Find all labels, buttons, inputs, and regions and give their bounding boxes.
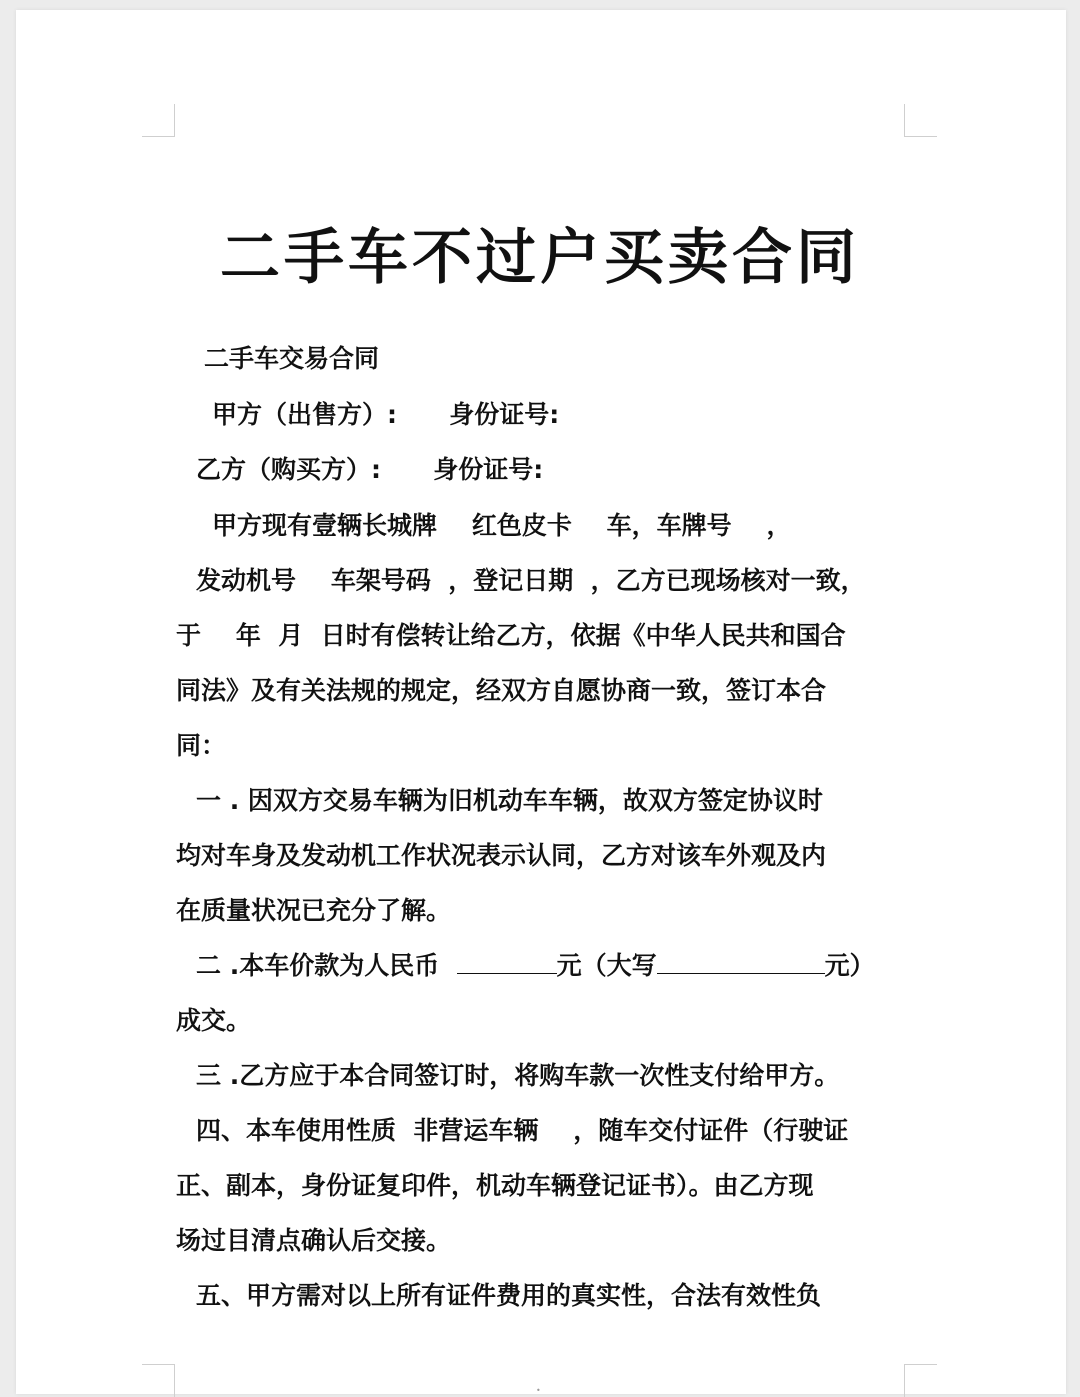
clause-2-middle: 元（大写 — [556, 951, 657, 980]
clause-3-line: 三 .乙方应于本合同签订时，将购车款一次性支付给甲方。 — [196, 1061, 840, 1090]
clause-1-line: 均对车身及发动机工作状况表示认同，乙方对该车外观及内 — [176, 841, 827, 870]
document-title: 二手车不过户买卖合同 — [220, 223, 860, 293]
party-b-line: 乙方（购买方）: 身份证号: — [196, 455, 544, 484]
clause-2-suffix: 元） — [824, 951, 875, 980]
margin-corner-mark — [904, 1364, 937, 1397]
body-line: 甲方现有壹辆长城牌 红色皮卡 车，车牌号 ， — [212, 511, 792, 540]
clause-1-line: 一 . 因双方交易车辆为旧机动车车辆，故双方签定协议时 — [196, 786, 823, 815]
clause-2-line — [196, 951, 875, 981]
margin-corner-mark — [142, 1364, 175, 1397]
margin-corner-mark — [142, 104, 175, 137]
clause-2-prefix: 二 .本车价款为人民币 — [196, 951, 457, 980]
clause-2-line: 成交。 — [176, 1006, 252, 1035]
contract-subtitle: 二手车交易合同 — [204, 344, 380, 373]
body-line: 发动机号 车架号码 ，登记日期 ，乙方已现场核对一致， — [196, 566, 866, 595]
margin-corner-mark — [904, 104, 937, 137]
price-uppercase-blank[interactable] — [657, 951, 825, 974]
page-marker: • — [536, 1386, 541, 1395]
clause-5-line: 五、甲方需对以上所有证件费用的真实性，合法有效性负 — [196, 1281, 822, 1310]
party-a-line: 甲方（出售方）: 身份证号: — [212, 400, 560, 429]
price-blank[interactable] — [457, 951, 557, 974]
clause-4-line: 四、本车使用性质 非营运车辆 ，随车交付证件（行驶证 — [196, 1116, 849, 1145]
clause-1-line: 在质量状况已充分了解。 — [176, 896, 452, 925]
clause-4-line: 场过目清点确认后交接。 — [176, 1226, 452, 1255]
body-line: 同： — [176, 731, 227, 760]
clause-4-line: 正、副本，身份证复印件，机动车辆登记证书）。由乙方现 — [176, 1171, 814, 1200]
body-line: 同法》及有关法规的规定，经双方自愿协商一致，签订本合 — [176, 676, 827, 705]
body-line: 于 年 月 日时有偿转让给乙方，依据《中华人民共和国合 — [176, 621, 846, 650]
